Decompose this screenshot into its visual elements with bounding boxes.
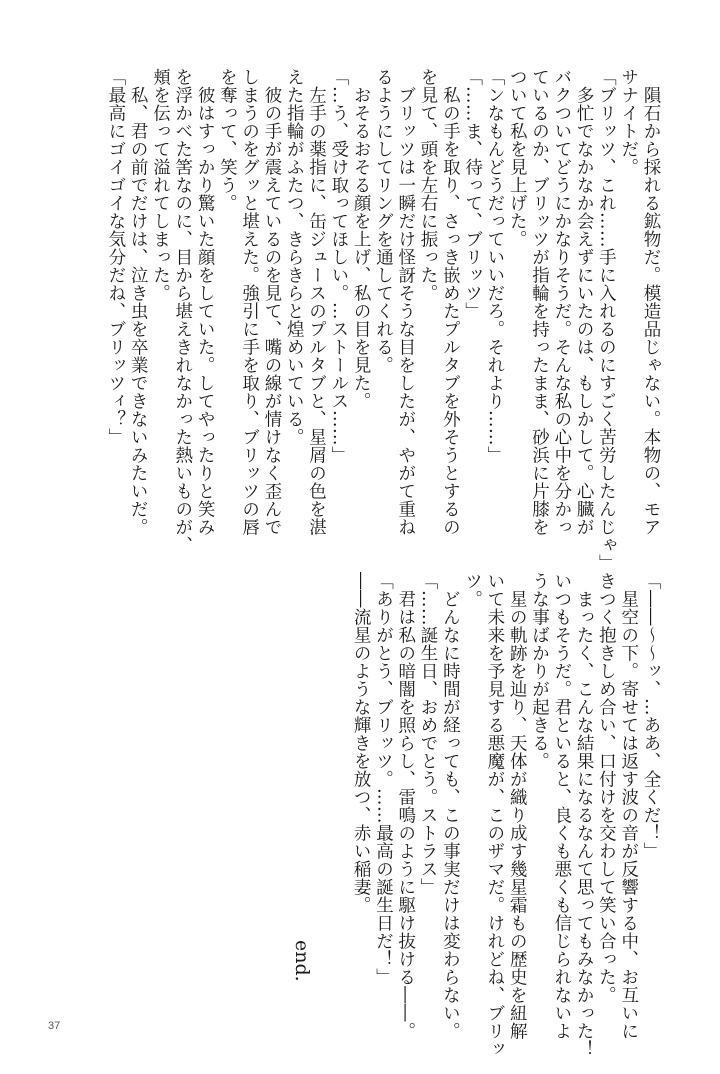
end-mark: end. [291, 940, 313, 982]
text-column: まったく、こんな結果になるなんて思ってもみなかった！ [574, 589, 595, 1058]
text-column: 頬を伝って溢れてしまった。 [150, 68, 171, 302]
text-column: 「……ま、待って、ブリッツ」 [462, 68, 483, 320]
text-column: を見て、頭を左右に振った。 [418, 68, 439, 302]
text-column: えた指輪がふたつ、きらきらと煌めいている。 [284, 68, 305, 446]
text-column: 「……誕生日、おめでとう。ストラス」 [418, 572, 439, 896]
text-column: 「…う、受け取ってほしい。…ストールス……」 [328, 68, 349, 464]
text-column: ツ。 [462, 572, 483, 608]
text-column: 左手の薬指に、缶ジュースのプルタブと、星屑の色を湛 [306, 85, 327, 536]
text-column: どんなに時間が経っても、この事実だけは変わらない。 [440, 589, 461, 1040]
text-column: 「――〜〜ッ、…ああ、全くだ！」 [641, 572, 661, 860]
text-column: 多忙でなかなか会えずにいたのは、もしかして。心臓が [574, 85, 595, 536]
text-column: 星空の下。寄せては返す波の音が反響する中、お互いに [618, 589, 639, 1040]
text-column: るようにしてリングを通してくれる。 [373, 68, 394, 374]
text-column: 私、君の前でだけは、泣き虫を卒業できないみたいだ。 [128, 85, 149, 536]
text-column: 彼はすっかり驚いた顔をしていた。してやったりと笑み [195, 85, 216, 536]
text-column: ――流星のような輝きを放つ、赤い稲妻。 [351, 572, 372, 914]
text-column: サナイトだ。 [618, 68, 639, 176]
text-column: 「ブリッツ、これ……手に入れるのにすごく苦労したんじゃ」 [596, 68, 617, 572]
text-block-top [105, 68, 662, 572]
text-column: 星の軌跡を辿り、天体が織り成す幾星霜もの歴史を紐解 [507, 589, 528, 1040]
text-column: 君は私の暗闇を照らし、雷鳴のように駆け抜ける――。 [395, 589, 416, 1040]
text-column: を奪って、笑う。 [217, 68, 238, 212]
text-column: いて未来を予見する悪魔が、このザマだ。けれどね、ブリッ [484, 572, 505, 1058]
text-column: おそるおそる顔を上げ、私の目を見た。 [351, 85, 372, 410]
text-column: 「最高にゴイゴイな気分だね、ブリッツィ？」 [105, 68, 126, 446]
text-column: きつく抱きしめ合い、口付けを交わして笑い合った。 [596, 572, 617, 1004]
page-number: 37 [48, 1020, 61, 1032]
text-column: を浮かべた筈なのに、目から堪えきれなかった熱いものが、 [172, 68, 193, 554]
text-block-bottom [350, 572, 662, 1058]
text-column: 「ンなもんどうだっていいだろ。それより……」 [484, 68, 505, 464]
text-column: しまうのをグッと堪えた。強引に手を取り、ブリッツの唇 [239, 68, 260, 536]
text-column: いつもそうだ。君といると、良くも悪くも信じられないよ [551, 572, 572, 1040]
text-column: 彼の手が震えているのを見て、嘴の線が情けなく歪んで [261, 85, 282, 536]
text-column: 隕石から採れる鉱物だ。模造品じゃない。本物の、モア [641, 85, 661, 536]
text-column: うな事ばかりが起きる。 [529, 572, 550, 770]
text-column: ついて私を見上げた。 [507, 68, 528, 248]
text-column: バクついてどうにかなりそうだ。そんな私の心中を分かっ [551, 68, 572, 536]
text-column: ているのか、ブリッツが指輪を持ったまま、砂浜に片膝を [529, 68, 550, 536]
text-column: 私の手を取り、さっき嵌めたプルタブを外そうとするの [440, 85, 461, 536]
text-column: 「ありがとう、ブリッツ。……最高の誕生日だ！」 [373, 572, 394, 986]
text-column: ブリッツは一瞬だけ怪訝そうな目をしたが、やがて重ね [395, 85, 416, 536]
